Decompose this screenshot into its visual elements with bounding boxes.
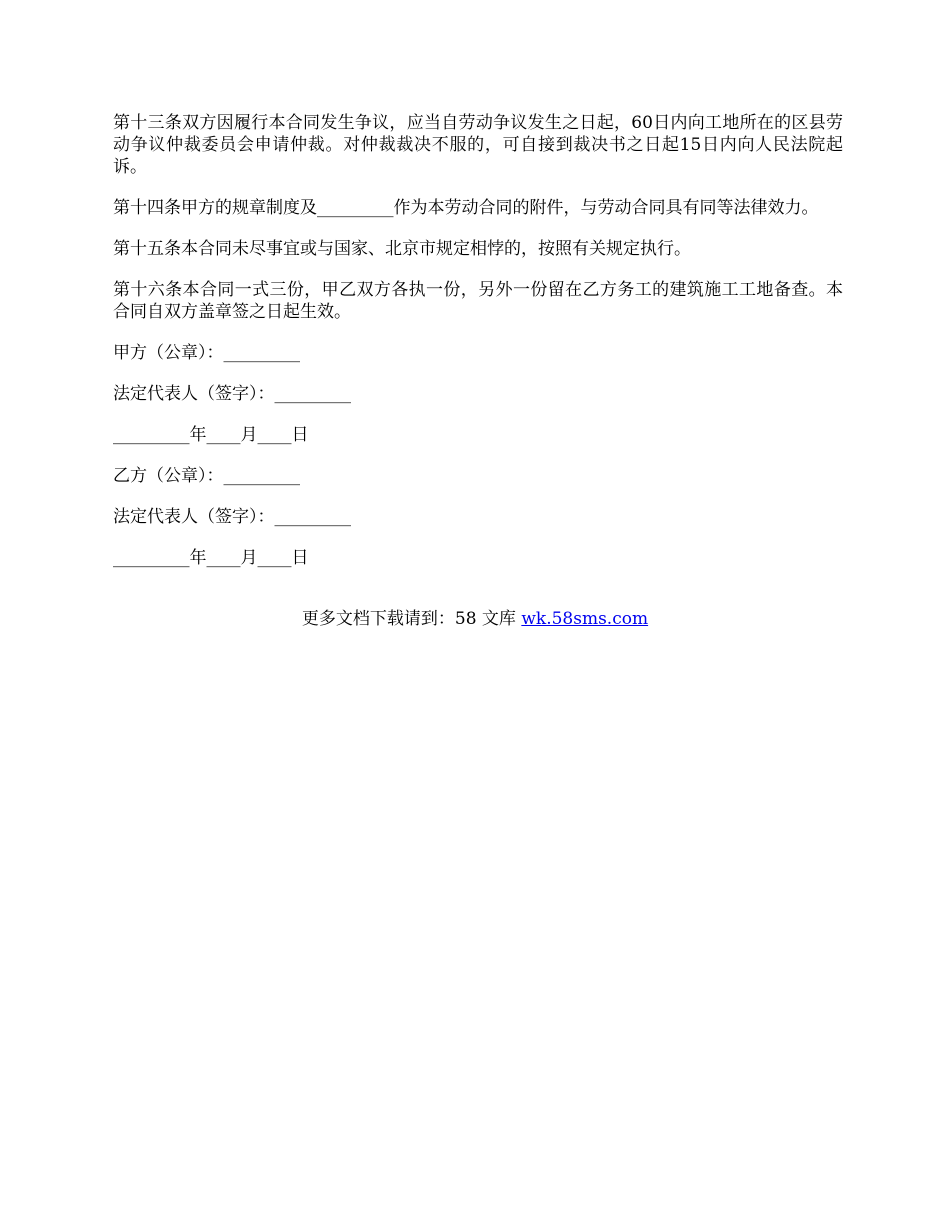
- party-b-date-line: _________年____月____日: [113, 548, 309, 568]
- footer-text: 更多文档下载请到：58 文库: [301, 609, 522, 629]
- party-b-representative-line: 法定代表人（签字）：_________: [113, 507, 351, 527]
- footer: [0, 608, 950, 630]
- party-a-date-line: _________年____月____日: [113, 425, 309, 445]
- party-a-seal-line: 甲方（公章）：_________: [113, 343, 300, 363]
- clause-14: 第十四条甲方的规章制度及_________作为本劳动合同的附件，与劳动合同具有同等法律效力。: [113, 198, 819, 218]
- party-a-representative-line: 法定代表人（签字）：_________: [113, 384, 351, 404]
- clause-16: 第十六条本合同一式三份，甲乙双方各执一份，另外一份留在乙方务工的建筑施工工地备查。本合同自双方盖章签之日起生效。: [113, 280, 843, 322]
- clause-13: 第十三条双方因履行本合同发生争议，应当自劳动争议发生之日起，60日内向工地所在的区县劳动争议仲裁委员会申请仲裁。对仲裁裁决不服的，可自接到裁决书之日起15日内向人民法院起诉。: [113, 113, 843, 177]
- party-b-seal-line: 乙方（公章）：_________: [113, 466, 300, 486]
- clause-15: 第十五条本合同未尽事宜或与国家、北京市规定相悖的，按照有关规定执行。: [113, 239, 691, 259]
- footer-link[interactable]: wk.58sms.com: [521, 609, 649, 629]
- document-body: [113, 112, 843, 588]
